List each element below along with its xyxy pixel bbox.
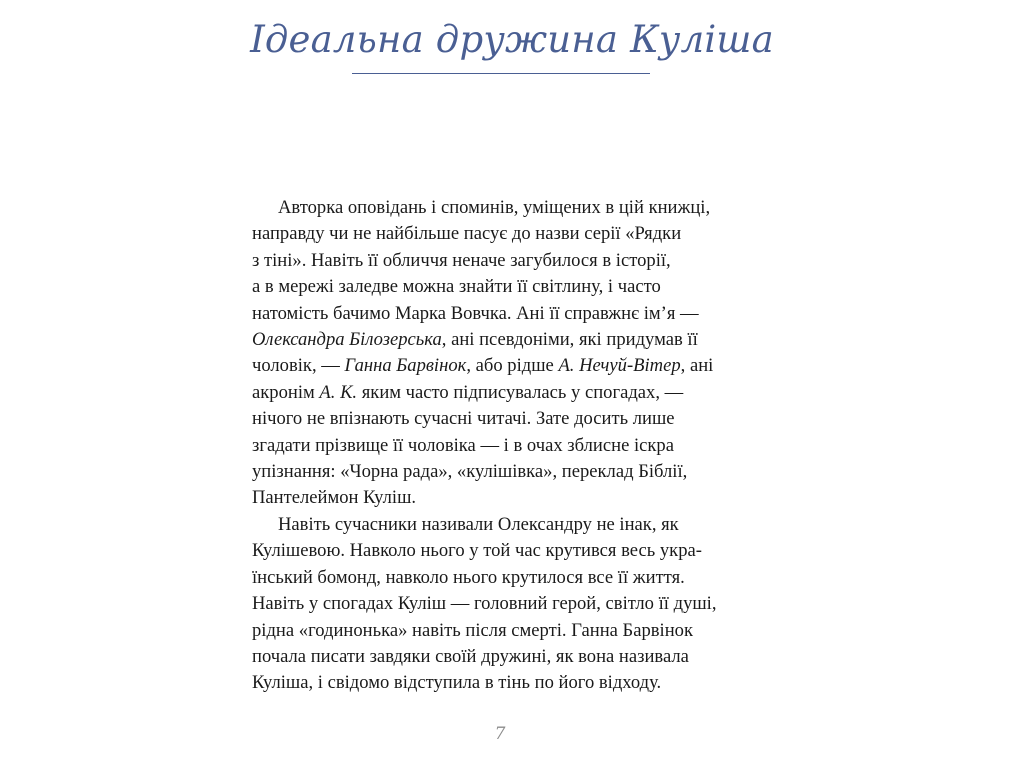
paragraph-2 (252, 512, 752, 697)
text-line: рідна «годинонька» навіть після смерті. Ганна Барвінок (252, 619, 693, 641)
italic-name: А. Нечуй-Вітер (558, 355, 681, 377)
text-fragment: чоловік, — (252, 355, 345, 377)
italic-name: А. К. (319, 381, 358, 403)
text-fragment: акронім (252, 381, 320, 403)
text-line (252, 327, 752, 353)
text-fragment: , або рідше (466, 355, 559, 377)
text-line: нічого не впізнають сучасні читачі. Зате досить лише (252, 408, 675, 430)
title-underline (352, 73, 650, 74)
text-line: Навіть сучасники називали Олександру не інак, як (278, 513, 679, 535)
text-fragment: , ані псевдоніми, які придумав її (441, 329, 698, 351)
text-line: упізнання: «Чорна рада», «кулішівка», переклад Біблії, (252, 461, 688, 483)
italic-name: Олександра Білозерська (252, 329, 442, 351)
page-number: 7 (494, 724, 506, 744)
text-line: натомість бачимо Марка Вовчка. Ані її справжнє ім’я — (252, 302, 699, 324)
paragraph-1 (252, 195, 752, 512)
text-line: з тіні». Навіть її обличчя неначе загубилося в історії, (252, 249, 671, 271)
text-line: Куліша, і свідомо відступила в тінь по його відходу. (252, 672, 662, 694)
italic-name: Ганна Барвінок (344, 355, 467, 377)
text-line (252, 380, 752, 406)
body-text (252, 195, 752, 697)
text-line: згадати прізвище її чоловіка — і в очах зблисне іскра (252, 434, 674, 456)
text-line (252, 353, 752, 379)
text-fragment: яким часто підписувалась у спогадах, — (357, 381, 684, 403)
text-line: їнський бомонд, навколо нього крутилося все її життя. (252, 566, 685, 588)
text-fragment: , ані (680, 355, 714, 377)
text-line: а в мережі заледве можна знайти її світлину, і часто (252, 276, 661, 298)
text-line: Навіть у спогадах Куліш — головний герой, світло її душі, (252, 593, 717, 615)
text-line: почала писати завдяки своїй дружині, як вона називала (252, 645, 689, 667)
text-line: Авторка оповідань і споминів, уміщених в цій книжці, (278, 197, 711, 218)
text-line: направду чи не найбільше пасує до назви серії «Рядки (252, 223, 682, 245)
chapter-title: Ідеальна дружина Куліша (250, 18, 774, 61)
text-line: Кулішевою. Навколо нього у той час крутився весь укра- (252, 540, 702, 562)
text-line: Пантелеймон Куліш. (252, 487, 417, 509)
